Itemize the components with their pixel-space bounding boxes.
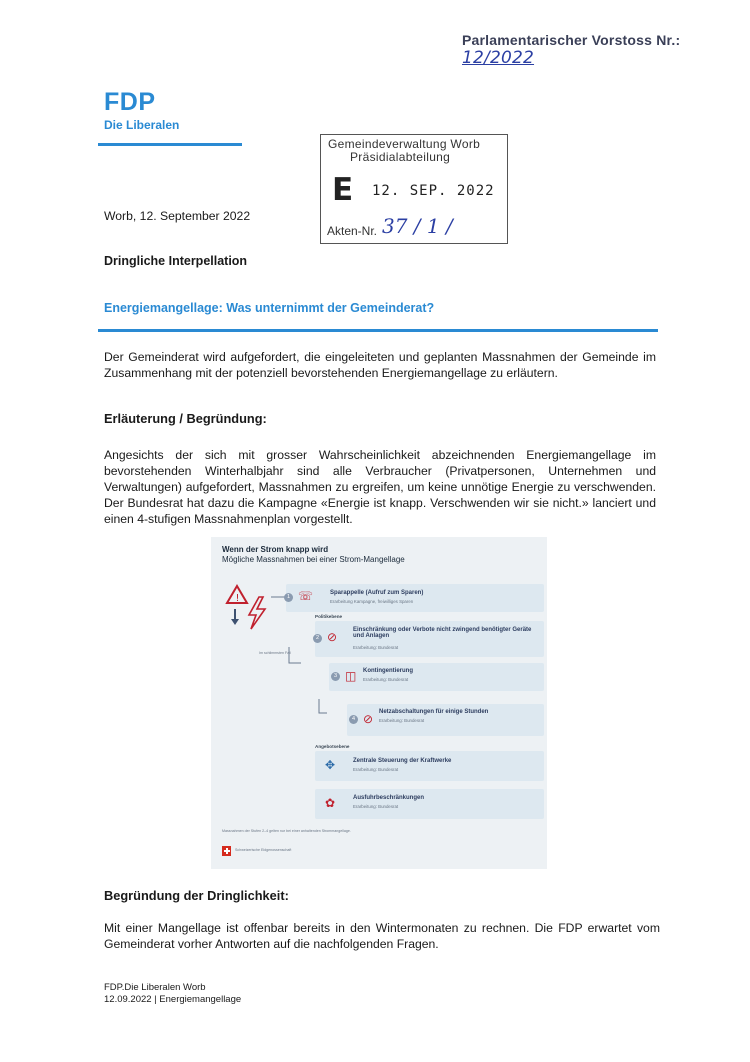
urgency-heading: Begründung der Dringlichkeit: [104, 888, 289, 903]
step-title: Sparappelle (Aufruf zum Sparen) [330, 590, 424, 596]
step-title: Kontingentierung [363, 668, 413, 674]
step-card-3 [329, 663, 544, 691]
sparappell-icon: ☏ [298, 589, 314, 603]
step-card-2 [315, 621, 544, 657]
figure-subtitle: Mögliche Massnahmen bei einer Strom-Mangellage [222, 555, 405, 564]
figure-title: Wenn der Strom knapp wird [222, 545, 329, 554]
grid-shutdown-icon: ⊘ [363, 712, 374, 726]
step-sub: Erarbeitung Kampagne, freiwilliges Sparen [330, 599, 414, 604]
svg-text:!: ! [235, 593, 240, 604]
footer-line-1: FDP.Die Liberalen Worb [104, 982, 206, 993]
step-title: Einschränkung oder Verbote nicht zwingend benötigter Geräte und Anlagen [353, 627, 532, 639]
fdp-logo [104, 88, 179, 132]
power-plant-control-icon: ✥ [325, 758, 336, 772]
supply-title: Ausfuhrbeschränkungen [353, 795, 425, 801]
document-title: Energiemangellage: Was unternimmt der Gemeinderat? [104, 301, 435, 315]
quota-meter-icon: ◫ [345, 669, 357, 683]
letter-date: Worb, 12. September 2022 [104, 209, 251, 223]
swiss-cross-icon [222, 846, 231, 856]
stamp-file-number: 37 / 1 / [382, 214, 453, 238]
step-card-4 [347, 704, 544, 736]
explanation-paragraph: Angesichts der sich mit grosser Wahrscheinlichkeit abzeichnenden Energiemangellage im bevorstehenden Winterhalbjahr sind alle Verbraucher (Privatpersonen, Unternehmen und Verwaltungen) aufgefordert, Massnahmen zu ergreifen, um keine unnötige Energie zu verschwenden. Der Bundesrat hat dazu die Kampagne «Energie ist knapp. Verschwenden wir sie nicht.» lanciert und einen 4-stufigen Massnahmenplan vorgestellt. [104, 448, 656, 526]
step-number: 2 [313, 634, 322, 643]
page-footer [104, 982, 241, 1006]
logo-subtitle: Die Liberalen [104, 118, 180, 132]
urgency-paragraph: Mit einer Mangellage ist offenbar bereits in den Wintermonaten zu rechnen. Die FDP erwartet vom Gemeinderat vorher Antworten auf die nachfolgenden Fragen. [104, 921, 660, 951]
title-divider [98, 329, 658, 332]
footer-line-2: 12.09.2022 | Energiemangellage [104, 994, 242, 1005]
ban-appliance-icon: ⊘ [327, 630, 338, 644]
supply-sub: Erarbeitung: Bundesrat [353, 804, 399, 809]
supply-card-power-plants [315, 751, 544, 781]
supply-title: Zentrale Steuerung der Kraftwerke [353, 758, 452, 764]
logo-name: FDP [104, 88, 156, 116]
explanation-heading: Erläuterung / Begründung: [104, 411, 267, 426]
stamp-office: Gemeindeverwaltung Worb [328, 137, 481, 151]
supply-sub: Erarbeitung: Bundesrat [353, 767, 399, 772]
section-angebot-label: Angebotsebene [315, 744, 350, 749]
step-number: 3 [331, 672, 340, 681]
vorstoss-number-line [462, 32, 750, 68]
step-sub: Erarbeitung: Bundesrat [363, 677, 409, 682]
stamp-date: 12. SEP. 2022 [372, 183, 495, 199]
step-number: 4 [349, 715, 358, 724]
figure-footnote: Massnahmen der Stufen 2–4 gelten nur bei einer anhaltenden Strommangellage. [222, 829, 351, 833]
vorstoss-handwritten-number: 12/2022 [462, 48, 535, 68]
step-sub: Erarbeitung: Bundesrat [379, 718, 425, 723]
warning-lightning-icon [225, 583, 271, 631]
infographic-strom-mangellage [211, 537, 547, 869]
document-type: Dringliche Interpellation [104, 254, 248, 268]
section-politik-label: Politikebene [315, 614, 343, 619]
intro-paragraph: Der Gemeinderat wird aufgefordert, die eingeleiteten und geplanten Massnahmen der Gemeinde im Zusammenhang mit der potenziell bevorstehenden Energiemangellage zu erläutern. [104, 350, 656, 380]
step-number: 1 [284, 593, 293, 602]
logo-divider [98, 143, 242, 146]
reception-stamp [320, 134, 508, 244]
step-sub: Erarbeitung: Bundesrat [353, 645, 399, 650]
stamp-file-label: Akten-Nr. [327, 224, 378, 238]
figure-side-note: Im schlimmsten Fall [259, 651, 291, 655]
step-title: Netzabschaltungen für einige Stunden [379, 709, 489, 715]
step-card-1 [286, 584, 544, 612]
export-restriction-icon: ✿ [325, 796, 336, 810]
supply-card-export [315, 789, 544, 819]
stamp-department: Präsidialabteilung [350, 150, 451, 164]
vorstoss-label: Parlamentarischer Vorstoss Nr.: [462, 32, 681, 48]
emblem-text: Schweizerische Eidgenossenschaft [235, 848, 292, 852]
stamp-letter: E [332, 172, 354, 208]
